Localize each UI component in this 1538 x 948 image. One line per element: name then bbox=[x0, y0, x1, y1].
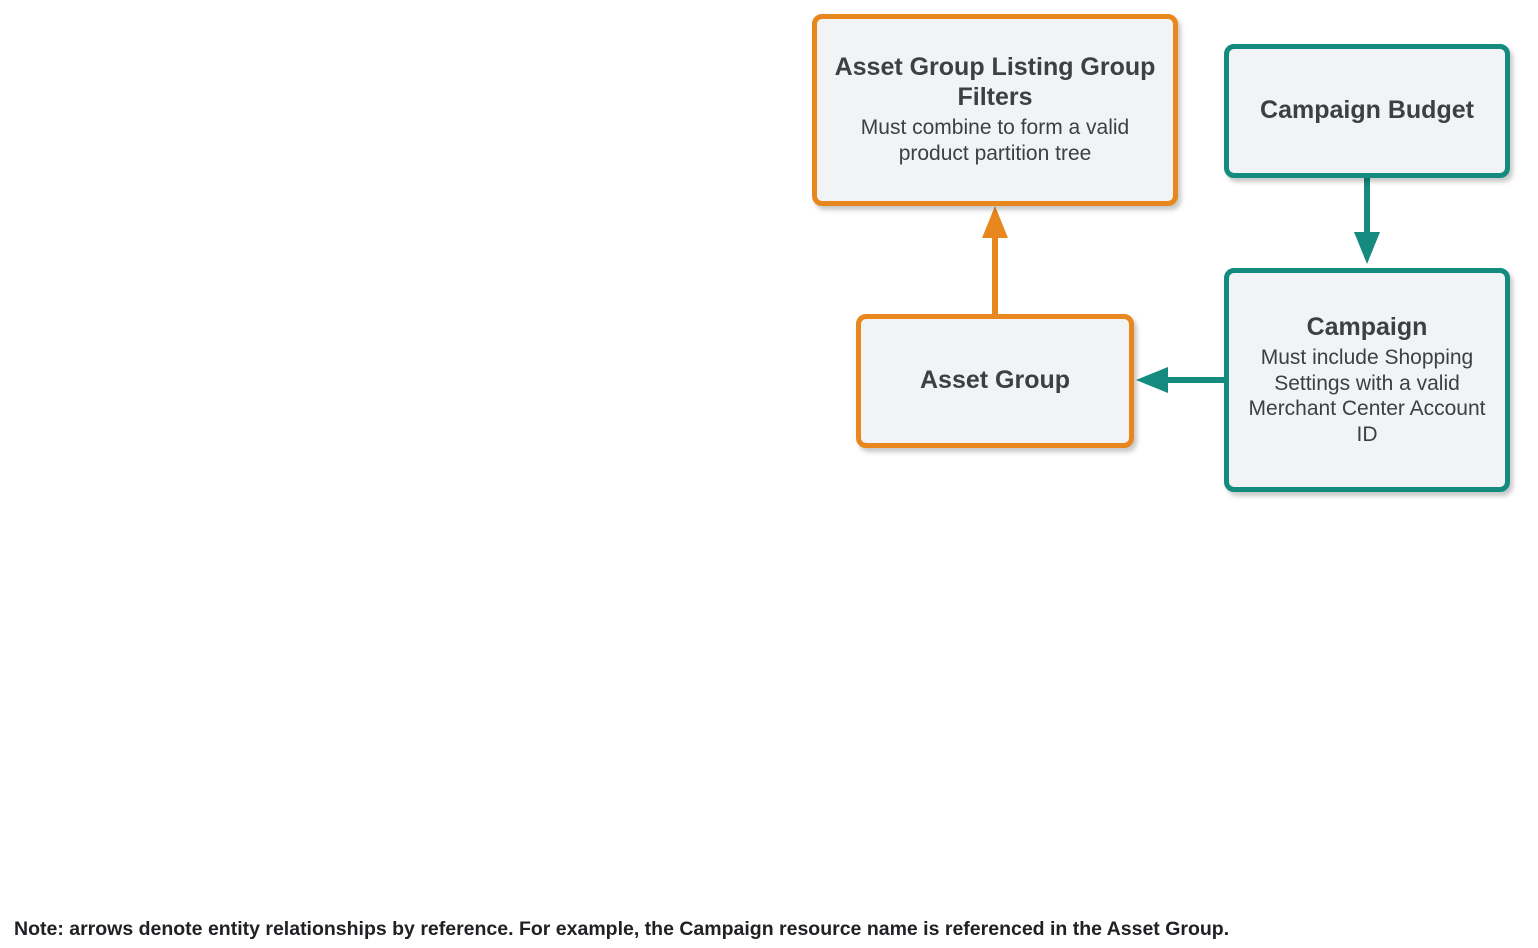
edge-campaign-to-asset-group bbox=[1136, 367, 1224, 393]
node-asset-group[interactable] bbox=[856, 314, 1134, 448]
diagram-note: Note: arrows denote entity relationships by reference. For example, the Campaign resource name is referenced in the Asset Group. bbox=[14, 918, 1230, 940]
node-campaign-budget[interactable] bbox=[1224, 44, 1510, 178]
node-subtitle: Must combine to form a valid product partition tree bbox=[860, 116, 1130, 165]
edge-budget-to-campaign bbox=[1354, 178, 1380, 264]
node-title: Asset Group bbox=[919, 366, 1071, 395]
edge-asset-group-to-filters bbox=[982, 206, 1008, 314]
node-asset-group-listing-group-filters[interactable] bbox=[812, 14, 1178, 206]
node-title: Campaign Budget bbox=[1260, 96, 1474, 125]
node-title: Campaign bbox=[1306, 312, 1428, 341]
node-title: Asset Group Listing Group Filters bbox=[834, 53, 1156, 111]
node-subtitle: Must include Shopping Settings with a valid Merchant Center Account ID bbox=[1248, 346, 1486, 446]
node-campaign[interactable] bbox=[1224, 268, 1510, 492]
